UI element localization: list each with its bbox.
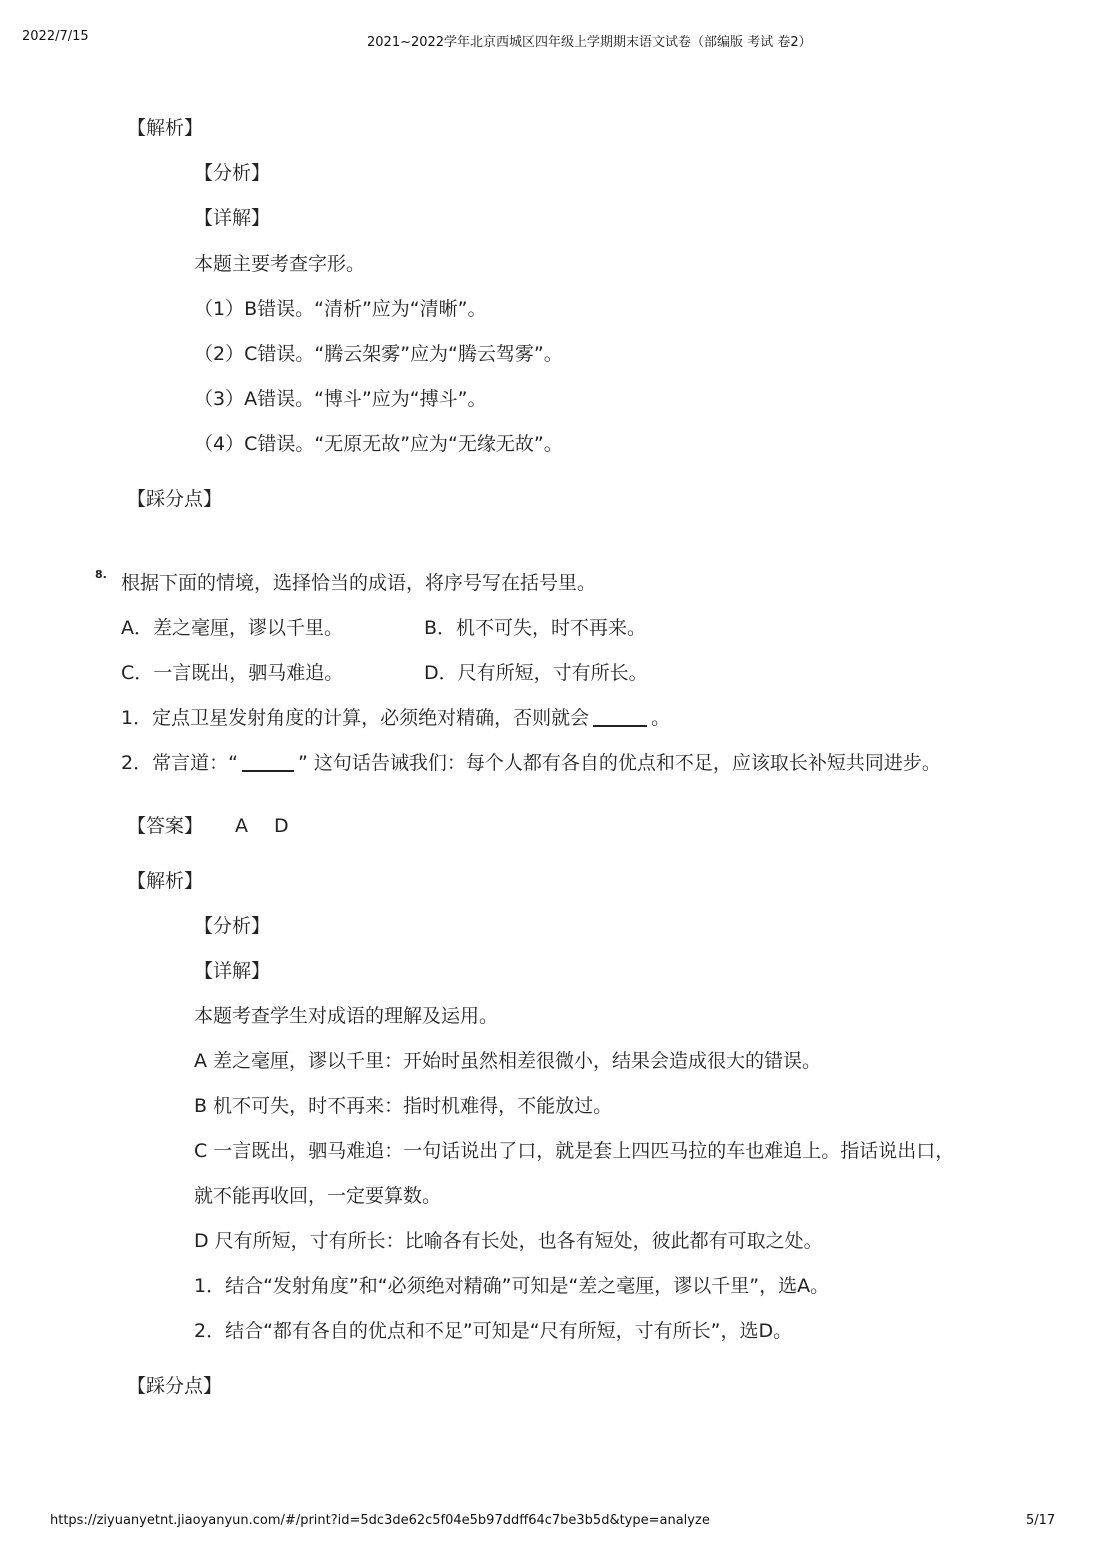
- option-d: D．尺有所短，寸有所长。: [424, 662, 648, 684]
- document-title: 2021~2022学年北京西城区四年级上学期期末语文试卷（部编版 考试 卷2）: [367, 35, 812, 50]
- answer-value-2: D: [274, 815, 289, 837]
- sub-question-2-end: ” 这句话告诫我们：每个人都有各自的优点和不足，应该取长补短共同进步。: [297, 752, 941, 774]
- analysis-line: （2）C错误。“腾云架雾”应为“腾云驾雾”。: [194, 343, 563, 365]
- analysis-line: 就不能再收回，一定要算数。: [194, 1185, 442, 1207]
- sub-question-2-text: 2．常言道：“: [121, 752, 238, 774]
- analysis-line: 本题主要考查字形。: [194, 253, 366, 275]
- analysis-line: （3）A错误。“博斗”应为“搏斗”。: [194, 388, 487, 410]
- analysis-heading: 【解析】: [127, 117, 204, 139]
- detail-subheading: 【详解】: [194, 207, 271, 229]
- analysis-line: 1．结合“发射角度”和“必须绝对精确”可知是“差之毫厘，谬以千里”，选A。: [194, 1275, 830, 1297]
- scoring-points-heading: 【踩分点】: [127, 488, 223, 510]
- answer-label: 【答案】: [127, 815, 204, 837]
- analysis-line: 本题考查学生对成语的理解及运用。: [194, 1005, 499, 1027]
- question-stem: 根据下面的情境，选择恰当的成语，将序号写在括号里。: [121, 572, 597, 594]
- page-number: 5/17: [1026, 1513, 1056, 1528]
- option-a: A．差之毫厘，谬以千里。: [121, 617, 343, 639]
- analysis-subheading: 【分析】: [194, 915, 271, 937]
- answer-blank: [242, 770, 294, 772]
- option-b: B．机不可失，时不再来。: [424, 617, 647, 639]
- sub-question-2: [121, 751, 941, 775]
- scoring-points-heading: 【踩分点】: [127, 1375, 223, 1397]
- question-number: 8.: [95, 568, 107, 581]
- analysis-line: （4）C错误。“无原无故”应为“无缘无故”。: [194, 433, 563, 455]
- page-url: https://ziyuanyetnt.jiaoyanyun.com/#/print?id=5dc3de62c5f04e5b97ddff64c7be3b5d&type=analyze: [50, 1513, 710, 1528]
- analysis-line: C 一言既出，驷马难追：一句话说出了口，就是套上四匹马拉的车也难追上。指话说出口，: [194, 1140, 955, 1162]
- detail-subheading: 【详解】: [194, 960, 271, 982]
- analysis-line: （1）B错误。“清析”应为“清晰”。: [194, 298, 487, 320]
- answer-blank: [593, 725, 647, 727]
- analysis-line: B 机不可失，时不再来：指时机难得，不能放过。: [194, 1095, 613, 1117]
- sub-question-1: [121, 706, 670, 730]
- print-date: 2022/7/15: [22, 29, 89, 44]
- answer-value-1: A: [235, 815, 248, 837]
- analysis-subheading: 【分析】: [194, 162, 271, 184]
- option-c: C．一言既出，驷马难追。: [121, 662, 344, 684]
- sub-question-1-text: 1．定点卫星发射角度的计算，必须绝对精确，否则就会: [121, 707, 590, 729]
- sub-question-1-end: 。: [651, 707, 671, 729]
- analysis-line: 2．结合“都有各自的优点和不足”可知是“尺有所短，寸有所长”，选D。: [194, 1320, 793, 1342]
- analysis-line: A 差之毫厘，谬以千里：开始时虽然相差很微小，结果会造成很大的错误。: [194, 1050, 822, 1072]
- analysis-heading: 【解析】: [127, 870, 204, 892]
- analysis-line: D 尺有所短，寸有所长：比喻各有长处，也各有短处，彼此都有可取之处。: [194, 1230, 823, 1252]
